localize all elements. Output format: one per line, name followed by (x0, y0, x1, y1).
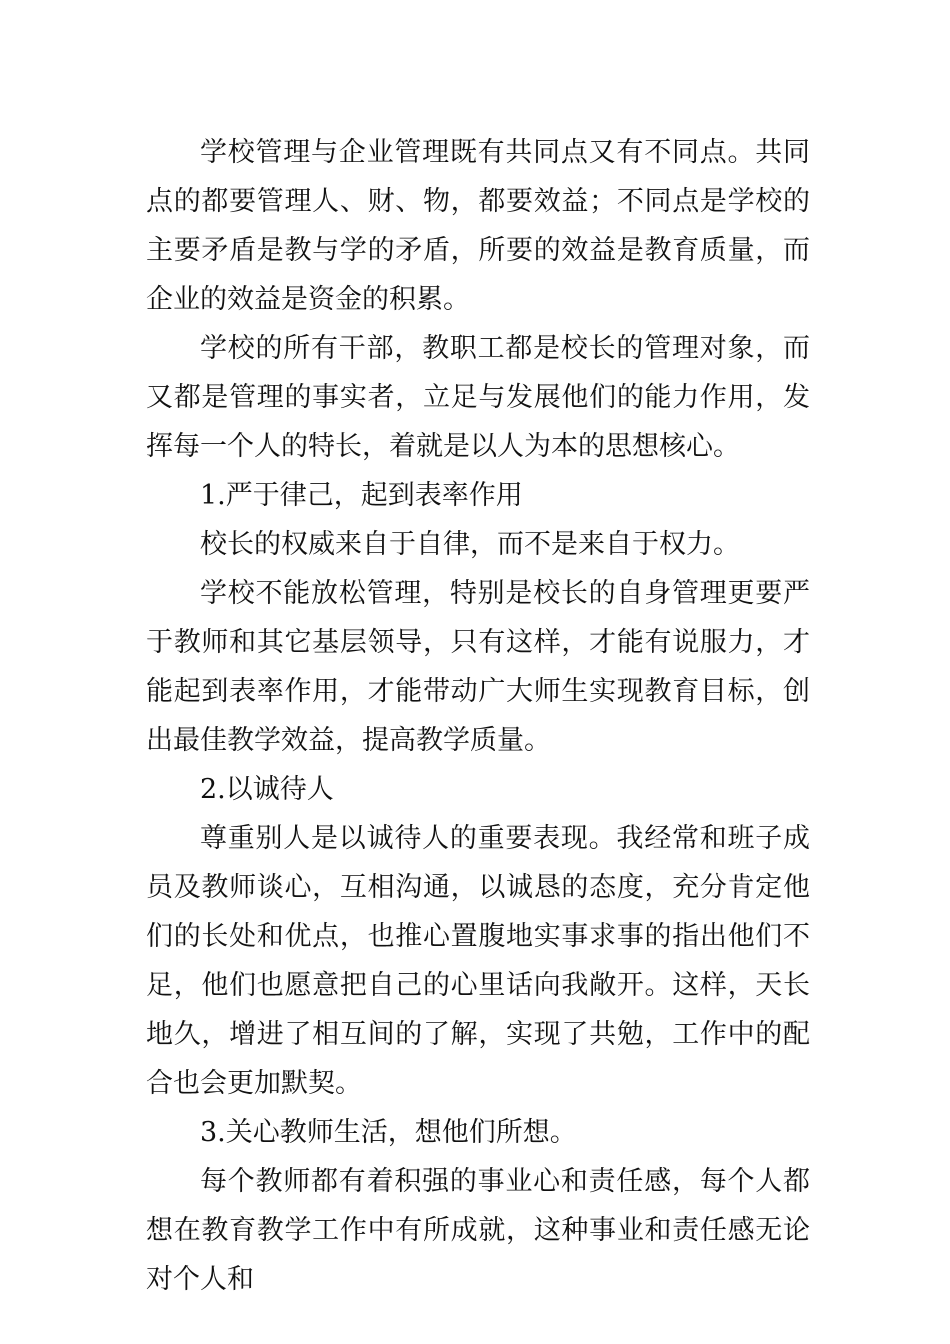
document-body (146, 128, 810, 1304)
paragraph-people-oriented: 学校的所有干部，教职工都是校长的管理对象，而又都是管理的事实者，立足与发展他们的能力作用，发挥每一个人的特长，着就是以人为本的思想核心。 (146, 333, 810, 462)
paragraph-teacher-dedication: 每个教师都有着积强的事业心和责任感，每个人都想在教育教学工作中有所成就，这种事业和责任感无论对个人和 (146, 1166, 810, 1295)
paragraph-respect-others: 尊重别人是以诚待人的重要表现。我经常和班子成员及教师谈心，互相沟通，以诚恳的态度，充分肯定他们的长处和优点，也推心置腹地实事求事的指出他们不足，他们也愿意把自己的心里话向我敞开。这样，天长地久，增进了相互间的了解，实现了共勉，工作中的配合也会更加默契。 (146, 823, 810, 1099)
paragraph-management-comparison: 学校管理与企业管理既有共同点又有不同点。共同点的都要管理人、财、物，都要效益；不同点是学校的主要矛盾是教与学的矛盾，所要的效益是教育质量，而企业的效益是资金的积累。 (146, 137, 810, 315)
paragraph-authority: 校长的权威来自于自律，而不是来自于权力。 (200, 529, 740, 560)
heading-sincerity: 2.以诚待人 (200, 774, 334, 805)
heading-care-for-teachers: 3.关心教师生活，想他们所想。 (200, 1117, 577, 1148)
paragraph-strict-management: 学校不能放松管理，特别是校长的自身管理更要严于教师和其它基层领导，只有这样，才能有说服力，才能起到表率作用，才能带动广大师生实现教育目标，创出最佳教学效益，提高教学质量。 (146, 578, 810, 756)
heading-self-discipline: 1.严于律己，起到表率作用 (200, 480, 523, 511)
